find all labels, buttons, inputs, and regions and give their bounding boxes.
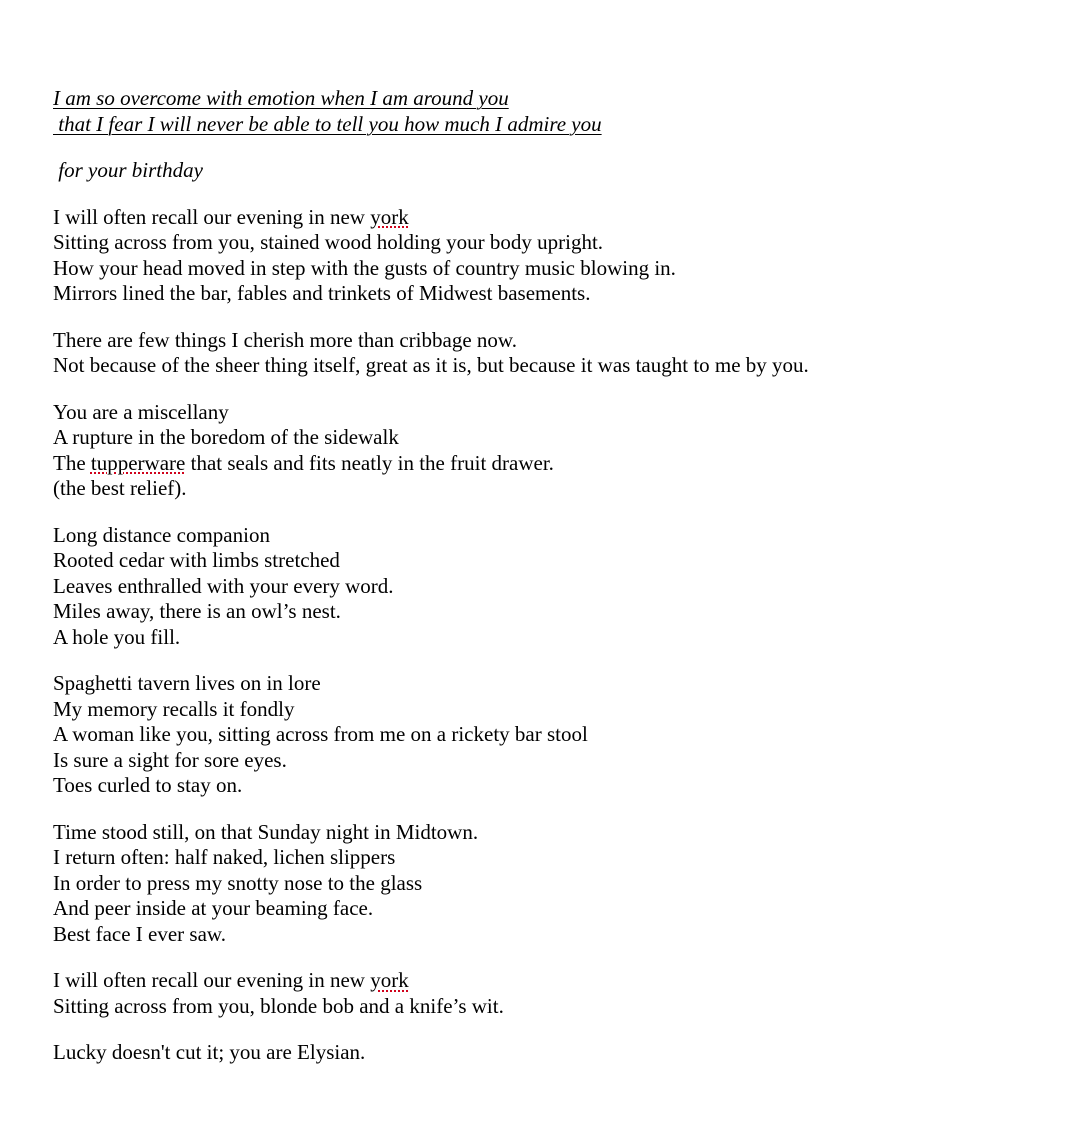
- poem-line: [53, 205, 1053, 231]
- stanza: [53, 205, 1053, 307]
- poem-line: How your head moved in step with the gusts of country music blowing in.: [53, 255, 676, 280]
- occasion-block: [53, 158, 1053, 184]
- stanza: [53, 400, 1053, 502]
- stanza: [53, 328, 1053, 379]
- line-text: that seals and fits neatly in the fruit drawer.: [185, 450, 554, 475]
- poem-line: I return often: half naked, lichen slippers: [53, 845, 396, 869]
- poem-line: Sitting across from you, blonde bob and a knife’s wit.: [53, 993, 504, 1018]
- poem-line: Not because of the sheer thing itself, great as it is, but because it was taught to me by you.: [53, 353, 809, 377]
- spellcheck-flagged-word[interactable]: york: [370, 204, 409, 229]
- dedication-line: that I fear I will never be able to tell you how much I admire you: [53, 111, 602, 136]
- poem-line: Miles away, there is an owl’s nest.: [53, 599, 341, 623]
- line-text: I will often recall our evening in new: [53, 968, 371, 992]
- poem-line: Spaghetti tavern lives on in lore: [53, 671, 321, 695]
- poem-line: Time stood still, on that Sunday night in Midtown.: [53, 819, 479, 844]
- poem-line: (the best relief).: [53, 476, 187, 500]
- line-text: The: [53, 450, 91, 475]
- poem-line: In order to press my snotty nose to the glass: [53, 870, 423, 895]
- poem-line: Best face I ever saw.: [53, 921, 226, 946]
- poem-line: A hole you fill.: [53, 624, 181, 649]
- poem-line: [53, 451, 1053, 477]
- poem-line: My memory recalls it fondly: [53, 696, 295, 721]
- stanza: [53, 1040, 1053, 1066]
- spellcheck-flagged-word[interactable]: york: [370, 968, 409, 992]
- poem-line: You are a miscellany: [53, 399, 229, 424]
- document-page: [53, 86, 1053, 1066]
- poem-line: Lucky doesn't cut it; you are Elysian.: [53, 1040, 366, 1064]
- line-text: I will often recall our evening in new: [53, 204, 371, 229]
- poem-line: There are few things I cherish more than cribbage now.: [53, 327, 517, 352]
- spellcheck-flagged-word[interactable]: tupperware: [90, 450, 186, 475]
- poem-line: Toes curled to stay on.: [53, 773, 243, 797]
- dedication-line: I am so overcome with emotion when I am around you: [53, 86, 509, 110]
- poem-line: [53, 968, 1053, 994]
- poem-line: And peer inside at your beaming face.: [53, 896, 374, 920]
- stanza: [53, 968, 1053, 1019]
- poem-line: Leaves enthralled with your every word.: [53, 573, 394, 598]
- poem-line: Rooted cedar with limbs stretched: [53, 548, 340, 572]
- stanza: [53, 523, 1053, 651]
- occasion-line: for your birthday: [53, 158, 203, 182]
- stanza: [53, 671, 1053, 799]
- poem-line: Sitting across from you, stained wood holding your body upright.: [53, 230, 604, 254]
- dedication: [53, 86, 1053, 137]
- poem-line: Is sure a sight for sore eyes.: [53, 747, 287, 772]
- poem-line: Mirrors lined the bar, fables and trinkets of Midwest basements.: [53, 281, 591, 305]
- stanza: [53, 820, 1053, 948]
- poem-body: [53, 205, 1053, 1066]
- poem-line: Long distance companion: [53, 522, 270, 547]
- poem-line: A rupture in the boredom of the sidewalk: [53, 425, 399, 449]
- poem-line: A woman like you, sitting across from me on a rickety bar stool: [53, 722, 588, 746]
